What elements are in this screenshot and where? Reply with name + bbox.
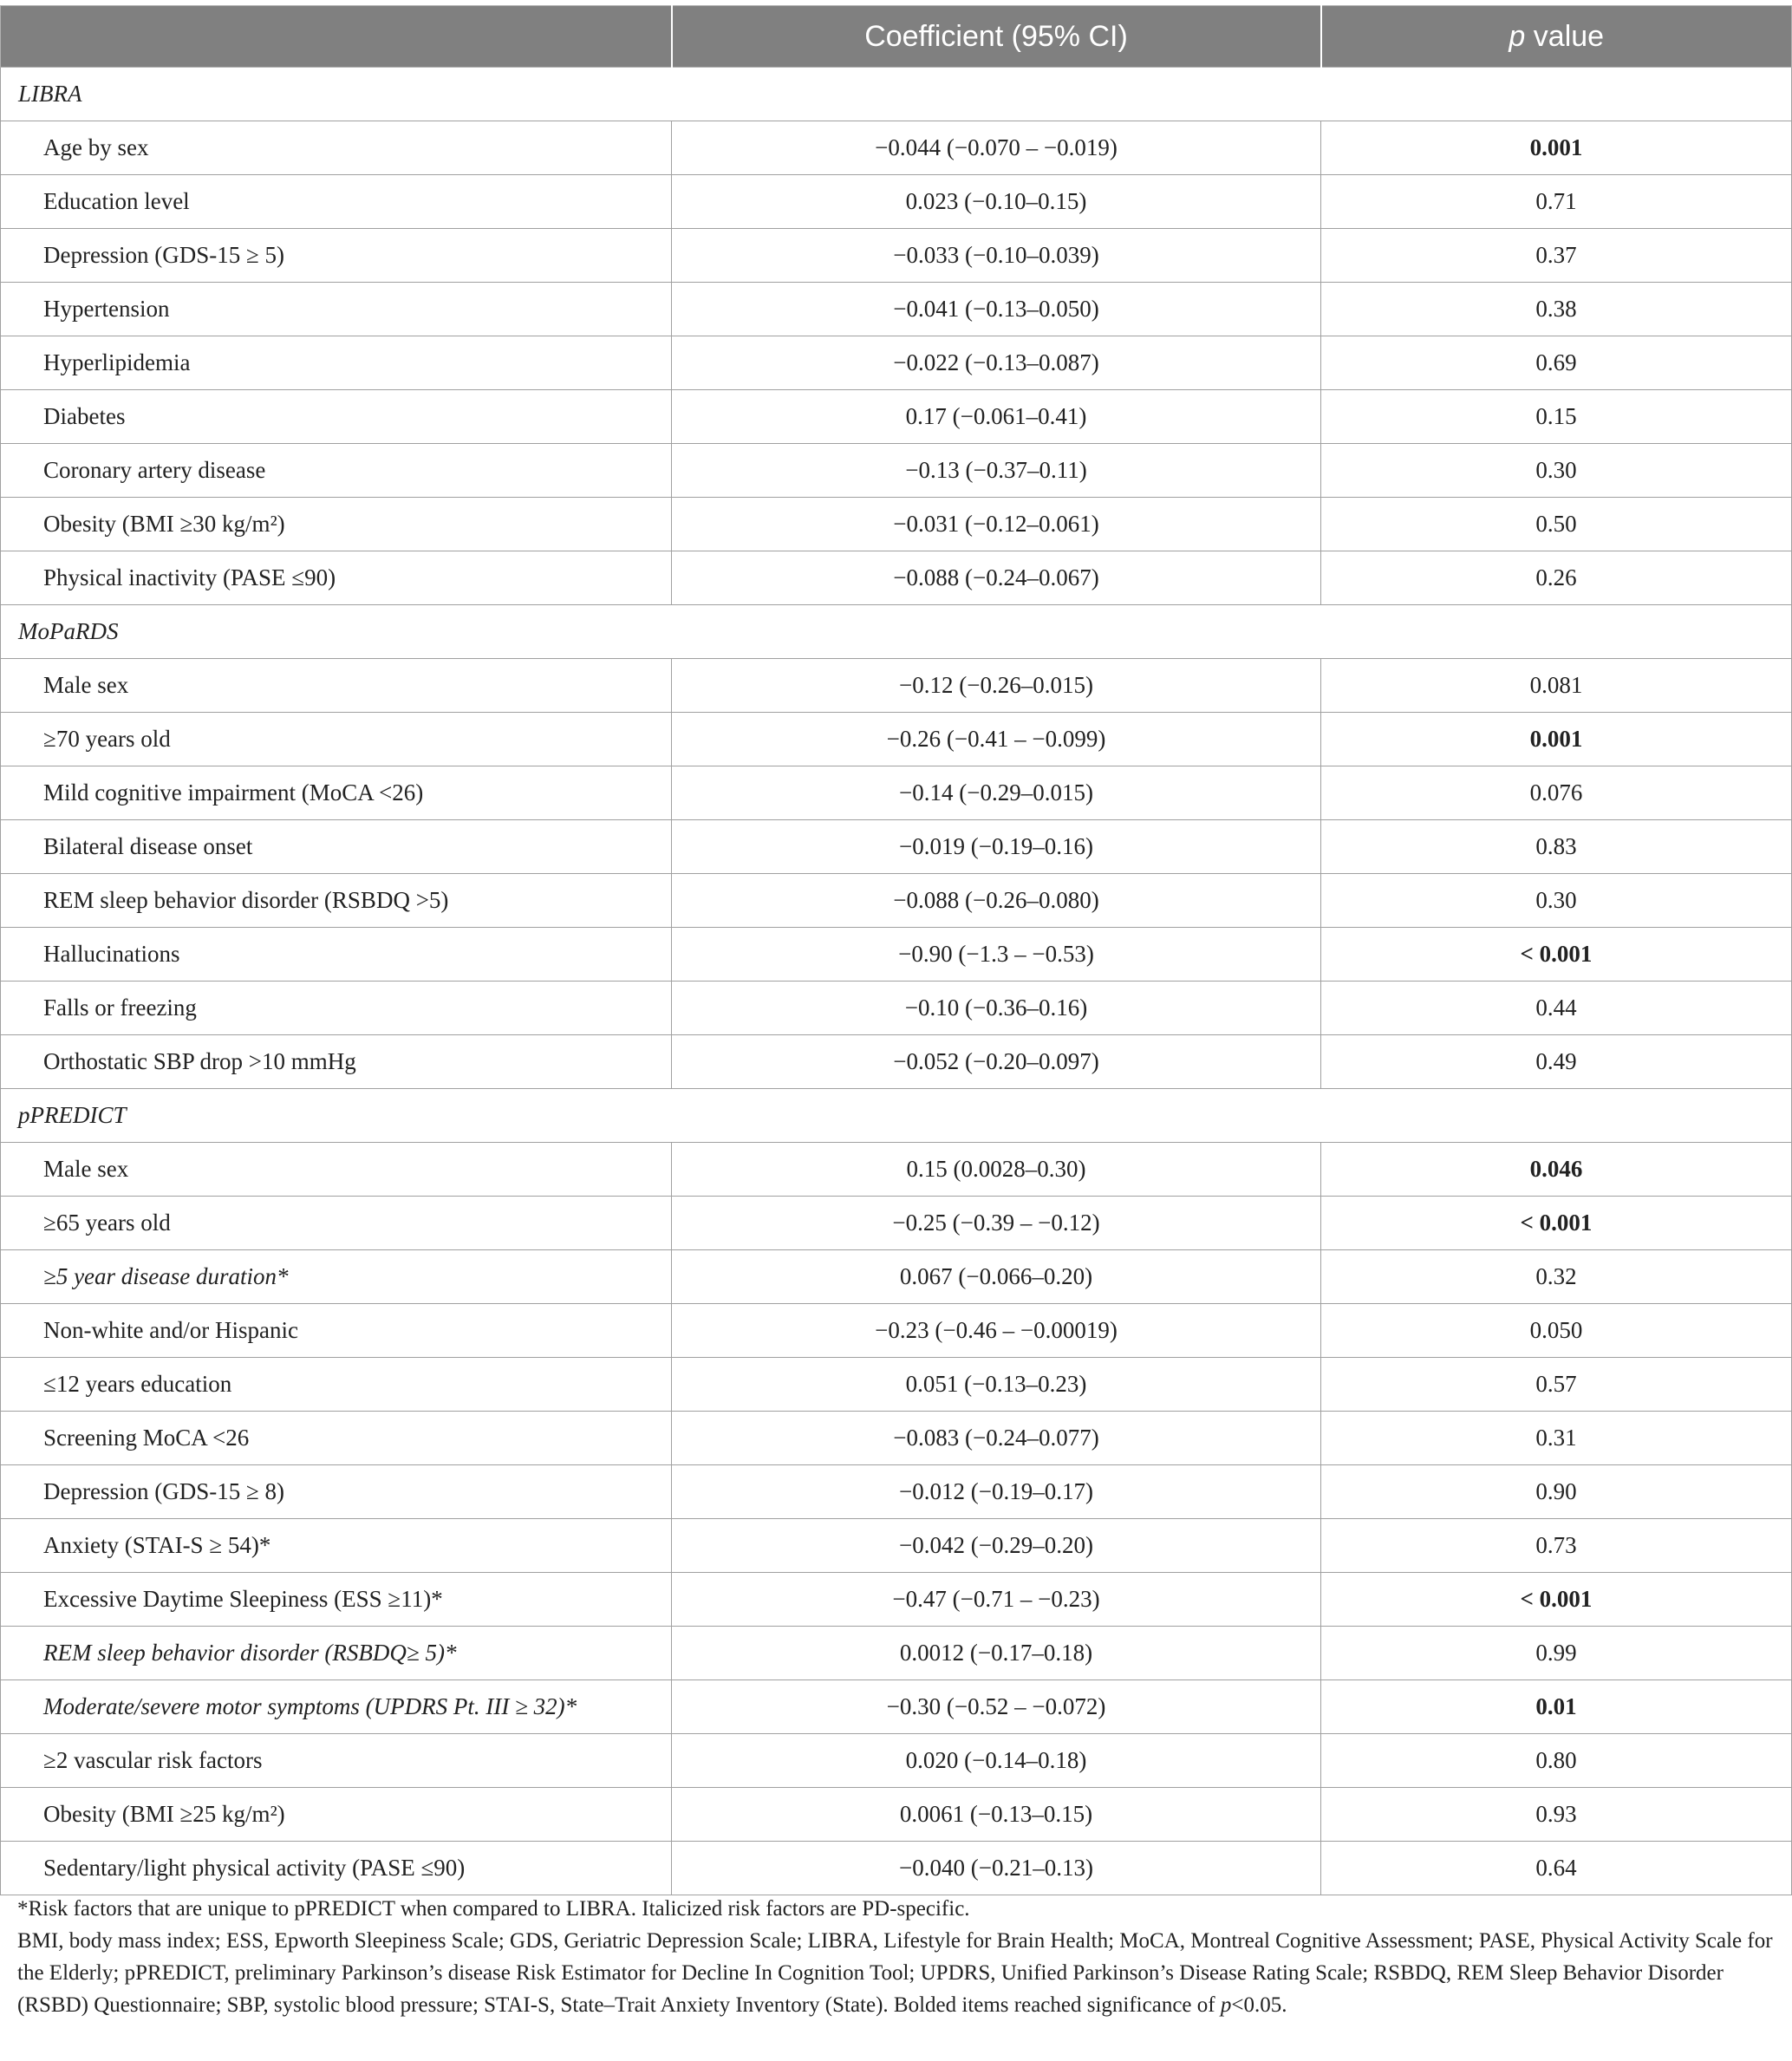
risk-factor-cell: Male sex — [1, 1143, 672, 1197]
header-coefficient: Coefficient (95% CI) — [672, 6, 1321, 68]
p-value-cell: < 0.001 — [1321, 1573, 1792, 1627]
footnotes — [17, 1893, 1777, 2021]
coefficient-cell: −0.23 (−0.46 – −0.00019) — [672, 1304, 1321, 1358]
p-value-cell: 0.83 — [1321, 820, 1792, 874]
p-value-cell: 0.050 — [1321, 1304, 1792, 1358]
p-value-cell: 0.26 — [1321, 551, 1792, 605]
table-row — [1, 1573, 1792, 1627]
p-value-cell: 0.71 — [1321, 175, 1792, 229]
coefficient-cell: −0.26 (−0.41 – −0.099) — [672, 713, 1321, 766]
table-row — [1, 820, 1792, 874]
table-row — [1, 1788, 1792, 1842]
risk-factor-cell: Bilateral disease onset — [1, 820, 672, 874]
p-value-cell: 0.69 — [1321, 336, 1792, 390]
coefficient-cell: −0.12 (−0.26–0.015) — [672, 659, 1321, 713]
p-value-cell: 0.99 — [1321, 1627, 1792, 1680]
footnote-abbreviations-text: BMI, body mass index; ESS, Epworth Sleepiness Scale; GDS, Geriatric Depression Scale; LIBRA, Lifestyle for Brain Health; MoCA, Montreal Cognitive Assessment; PASE, Physical Activity Scale for the Elderly; pPREDICT, preliminary Parkinson’s disease Risk Estimator for Decline In Cognition Tool; UPDRS, Unified Parkinson’s Disease Rating Scale; RSBDQ, REM Sleep Behavior Disorder (RSBD) Questionnaire; SBP, systolic blood pressure; STAI-S, State–Trait Anxiety Inventory (State). Bolded items reached significance of — [17, 1929, 1773, 2017]
risk-factor-cell: Diabetes — [1, 390, 672, 444]
risk-factor-cell: Age by sex — [1, 121, 672, 175]
coefficient-cell: −0.088 (−0.24–0.067) — [672, 551, 1321, 605]
p-value-cell: 0.49 — [1321, 1035, 1792, 1089]
footnote-threshold: <0.05. — [1231, 1993, 1287, 2017]
table-row — [1, 713, 1792, 766]
table-row — [1, 1035, 1792, 1089]
coefficient-cell: 0.051 (−0.13–0.23) — [672, 1358, 1321, 1412]
p-value-cell: 0.31 — [1321, 1412, 1792, 1465]
coefficient-cell: 0.17 (−0.061–0.41) — [672, 390, 1321, 444]
table-row — [1, 229, 1792, 283]
section-title: pPREDICT — [1, 1089, 1792, 1143]
p-value-cell: < 0.001 — [1321, 1197, 1792, 1250]
coefficient-cell: −0.041 (−0.13–0.050) — [672, 283, 1321, 336]
table-row — [1, 1627, 1792, 1680]
header-row — [1, 6, 1792, 68]
table-row — [1, 1358, 1792, 1412]
p-value-cell: 0.38 — [1321, 283, 1792, 336]
header-p-symbol: p — [1509, 19, 1526, 53]
risk-factor-cell: Screening MoCA <26 — [1, 1412, 672, 1465]
coefficient-cell: −0.052 (−0.20–0.097) — [672, 1035, 1321, 1089]
risk-factor-cell: Depression (GDS-15 ≥ 8) — [1, 1465, 672, 1519]
p-value-cell: 0.32 — [1321, 1250, 1792, 1304]
risk-factor-cell: Male sex — [1, 659, 672, 713]
results-table — [0, 5, 1792, 1895]
table-row — [1, 551, 1792, 605]
risk-factor-cell: Sedentary/light physical activity (PASE ≤90) — [1, 1842, 672, 1895]
coefficient-cell: −0.90 (−1.3 – −0.53) — [672, 928, 1321, 982]
coefficient-cell: −0.033 (−0.10–0.039) — [672, 229, 1321, 283]
p-value-cell: 0.73 — [1321, 1519, 1792, 1573]
section-row — [1, 1089, 1792, 1143]
p-value-cell: 0.37 — [1321, 229, 1792, 283]
p-value-cell: 0.076 — [1321, 766, 1792, 820]
risk-factor-cell: Non-white and/or Hispanic — [1, 1304, 672, 1358]
table-row — [1, 121, 1792, 175]
table-row — [1, 928, 1792, 982]
coefficient-cell: 0.023 (−0.10–0.15) — [672, 175, 1321, 229]
coefficient-cell: 0.020 (−0.14–0.18) — [672, 1734, 1321, 1788]
header-p-rest: value — [1525, 19, 1605, 53]
p-value-cell: 0.081 — [1321, 659, 1792, 713]
risk-factor-cell: Physical inactivity (PASE ≤90) — [1, 551, 672, 605]
table-row — [1, 1197, 1792, 1250]
coefficient-cell: −0.25 (−0.39 – −0.12) — [672, 1197, 1321, 1250]
p-value-cell: 0.001 — [1321, 121, 1792, 175]
risk-factor-cell: Hyperlipidemia — [1, 336, 672, 390]
table-row — [1, 766, 1792, 820]
coefficient-cell: 0.067 (−0.066–0.20) — [672, 1250, 1321, 1304]
table-row — [1, 1143, 1792, 1197]
risk-factor-cell: REM sleep behavior disorder (RSBDQ >5) — [1, 874, 672, 928]
coefficient-cell: −0.040 (−0.21–0.13) — [672, 1842, 1321, 1895]
risk-factor-cell: REM sleep behavior disorder (RSBDQ≥ 5)* — [1, 1627, 672, 1680]
p-value-cell: 0.01 — [1321, 1680, 1792, 1734]
table-row — [1, 283, 1792, 336]
risk-factor-cell: Depression (GDS-15 ≥ 5) — [1, 229, 672, 283]
coefficient-cell: −0.30 (−0.52 – −0.072) — [672, 1680, 1321, 1734]
coefficient-cell: −0.083 (−0.24–0.077) — [672, 1412, 1321, 1465]
risk-factor-cell: ≥2 vascular risk factors — [1, 1734, 672, 1788]
risk-factor-cell: ≥65 years old — [1, 1197, 672, 1250]
section-title: LIBRA — [1, 68, 1792, 121]
table-row — [1, 1250, 1792, 1304]
risk-factor-cell: Falls or freezing — [1, 982, 672, 1035]
coefficient-cell: −0.019 (−0.19–0.16) — [672, 820, 1321, 874]
table-row — [1, 390, 1792, 444]
table-row — [1, 1304, 1792, 1358]
coefficient-cell: 0.0012 (−0.17–0.18) — [672, 1627, 1321, 1680]
risk-factor-cell: Orthostatic SBP drop >10 mmHg — [1, 1035, 672, 1089]
table-row — [1, 444, 1792, 498]
footnote-unique-factors: *Risk factors that are unique to pPREDICT when compared to LIBRA. Italicized risk factors are PD-specific. — [17, 1897, 970, 1921]
table-row — [1, 336, 1792, 390]
table-row — [1, 1412, 1792, 1465]
p-value-cell: 0.30 — [1321, 444, 1792, 498]
p-value-cell: 0.80 — [1321, 1734, 1792, 1788]
p-value-cell: 0.93 — [1321, 1788, 1792, 1842]
coefficient-cell: −0.14 (−0.29–0.015) — [672, 766, 1321, 820]
risk-factor-cell: Obesity (BMI ≥25 kg/m²) — [1, 1788, 672, 1842]
p-value-cell: 0.15 — [1321, 390, 1792, 444]
p-value-cell: 0.44 — [1321, 982, 1792, 1035]
coefficient-cell: 0.0061 (−0.13–0.15) — [672, 1788, 1321, 1842]
p-value-cell: 0.001 — [1321, 713, 1792, 766]
section-row — [1, 68, 1792, 121]
table-row — [1, 1842, 1792, 1895]
coefficient-cell: −0.47 (−0.71 – −0.23) — [672, 1573, 1321, 1627]
p-value-cell: 0.57 — [1321, 1358, 1792, 1412]
p-value-cell: 0.046 — [1321, 1143, 1792, 1197]
p-value-cell: < 0.001 — [1321, 928, 1792, 982]
p-value-cell: 0.30 — [1321, 874, 1792, 928]
table-row — [1, 1465, 1792, 1519]
header-p-value — [1321, 6, 1792, 68]
table-row — [1, 659, 1792, 713]
risk-factor-cell: Anxiety (STAI-S ≥ 54)* — [1, 1519, 672, 1573]
risk-factor-cell: ≤12 years education — [1, 1358, 672, 1412]
footnote-p-symbol: p — [1220, 1993, 1232, 2017]
coefficient-cell: −0.044 (−0.070 – −0.019) — [672, 121, 1321, 175]
table-row — [1, 982, 1792, 1035]
table-row — [1, 874, 1792, 928]
table-row — [1, 1519, 1792, 1573]
section-row — [1, 605, 1792, 659]
table-row — [1, 1734, 1792, 1788]
risk-factor-cell: Education level — [1, 175, 672, 229]
table-row — [1, 498, 1792, 551]
table-row — [1, 1680, 1792, 1734]
footnote-abbreviations — [17, 1925, 1777, 2021]
risk-factor-cell: ≥70 years old — [1, 713, 672, 766]
risk-factor-cell: Hallucinations — [1, 928, 672, 982]
coefficient-cell: −0.088 (−0.26–0.080) — [672, 874, 1321, 928]
coefficient-cell: −0.13 (−0.37–0.11) — [672, 444, 1321, 498]
coefficient-cell: 0.15 (0.0028–0.30) — [672, 1143, 1321, 1197]
coefficient-cell: −0.042 (−0.29–0.20) — [672, 1519, 1321, 1573]
coefficient-cell: −0.031 (−0.12–0.061) — [672, 498, 1321, 551]
p-value-cell: 0.50 — [1321, 498, 1792, 551]
risk-factor-cell: Mild cognitive impairment (MoCA <26) — [1, 766, 672, 820]
coefficient-cell: −0.10 (−0.36–0.16) — [672, 982, 1321, 1035]
coefficient-cell: −0.012 (−0.19–0.17) — [672, 1465, 1321, 1519]
header-risk-factor — [1, 6, 672, 68]
p-value-cell: 0.64 — [1321, 1842, 1792, 1895]
risk-factor-cell: Obesity (BMI ≥30 kg/m²) — [1, 498, 672, 551]
p-value-cell: 0.90 — [1321, 1465, 1792, 1519]
risk-factor-cell: Moderate/severe motor symptoms (UPDRS Pt. III ≥ 32)* — [1, 1680, 672, 1734]
section-title: MoPaRDS — [1, 605, 1792, 659]
table-row — [1, 175, 1792, 229]
risk-factor-cell: Hypertension — [1, 283, 672, 336]
table-body — [1, 68, 1792, 1895]
coefficient-cell: −0.022 (−0.13–0.087) — [672, 336, 1321, 390]
risk-factor-cell: ≥5 year disease duration* — [1, 1250, 672, 1304]
risk-factor-cell: Excessive Daytime Sleepiness (ESS ≥11)* — [1, 1573, 672, 1627]
risk-factor-cell: Coronary artery disease — [1, 444, 672, 498]
